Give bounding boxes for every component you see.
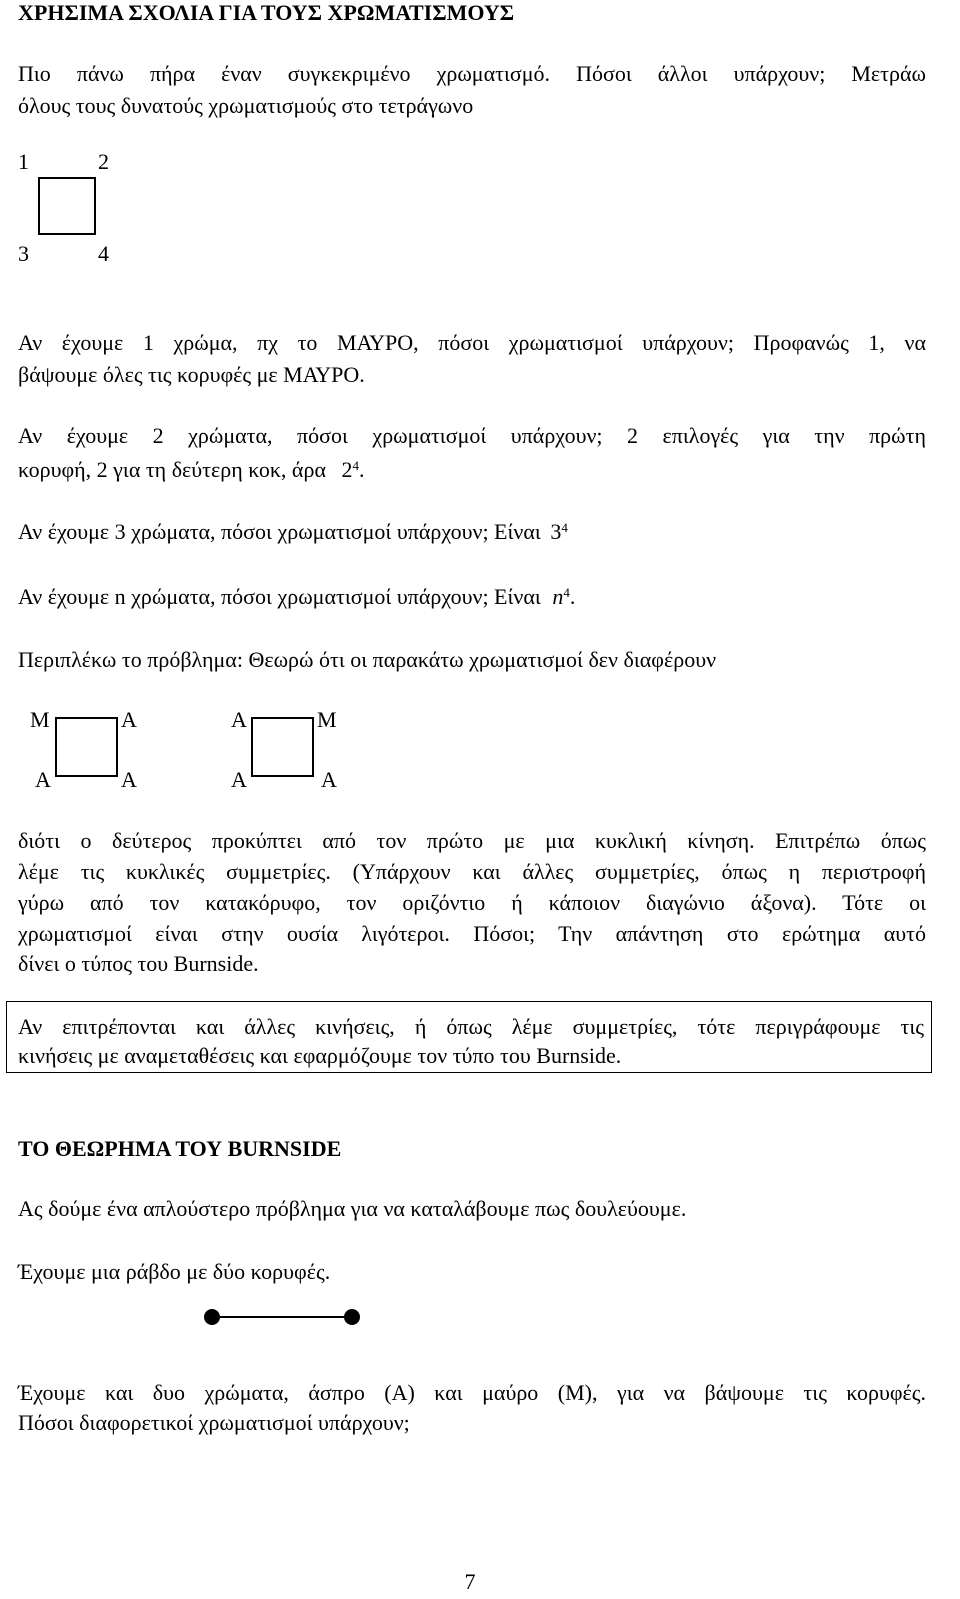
section-heading: ΧΡΗΣΙΜΑ ΣΧΟΛΙΑ ΓΙΑ ΤΟΥΣ ΧΡΩΜΑΤΙΣΜΟΥΣ	[18, 0, 515, 25]
coloring-1-top-left: Μ	[30, 707, 50, 732]
because-line-5: δίνει ο τύπος του Burnside.	[18, 951, 259, 976]
two-colors-exponent: 4	[352, 458, 359, 473]
colors-line-2: Πόσοι διαφορετικοί χρωματισμοί υπάρχουν;	[18, 1410, 410, 1435]
coloring-2-square	[251, 717, 314, 777]
n-colors-base: n	[552, 584, 564, 609]
rod-vertex-left	[204, 1309, 220, 1325]
coloring-2-top-right: Μ	[317, 707, 337, 732]
boxed-note-line-1: Αν επιτρέπονται και άλλες κινήσεις, ή όπως λέμε συμμετρίες, τότε περιγράφουμε τις	[18, 1014, 924, 1039]
complicate-line: Περιπλέκω το πρόβλημα: Θεωρώ ότι οι παρακάτω χρωματισμοί δεν διαφέρουν	[18, 647, 717, 672]
n-colors-text: Αν έχουμε n χρώματα, πόσοι χρωματισμοί υπάρχουν; Είναι	[18, 584, 541, 609]
n-colors-line	[18, 582, 575, 612]
n-colors-end: .	[569, 584, 576, 609]
colors-line-1: Έχουμε και δυο χρώματα, άσπρο (Α) και μαύρο (Μ), για να βάψουμε τις κορυφές.	[18, 1380, 926, 1405]
one-color-line-1: Αν έχουμε 1 χρώμα, πχ το ΜΑΥΡΟ, πόσοι χρωματισμοί υπάρχουν; Προφανώς 1, να	[18, 330, 926, 355]
vertex-label-3: 3	[18, 241, 29, 266]
one-color-line-2: βάψουμε όλες τις κορυφές με ΜΑΥΡΟ.	[18, 362, 365, 387]
rod-segment	[212, 1316, 352, 1318]
coloring-1-bottom-right: Α	[121, 767, 137, 792]
intro-line-1: Πιο πάνω πήρα έναν συγκεκριμένο χρωματισμό. Πόσοι άλλοι υπάρχουν; Μετράω	[18, 61, 926, 86]
two-colors-base: 2	[341, 457, 353, 482]
because-line-1: διότι ο δεύτερος προκύπτει από τον πρώτο με μια κυκλική κίνηση. Επιτρέπω όπως	[18, 828, 926, 853]
coloring-1-square	[55, 717, 118, 777]
vertex-label-4: 4	[98, 241, 109, 266]
three-colors-base: 3	[550, 519, 562, 544]
coloring-2-top-left: Α	[231, 707, 247, 732]
two-colors-line-1: Αν έχουμε 2 χρώματα, πόσοι χρωματισμοί υπάρχουν; 2 επιλογές για την πρώτη	[18, 423, 926, 448]
two-colors-text: κορυφή, 2 για τη δεύτερη κοκ, άρα	[18, 457, 326, 482]
coloring-1-bottom-left: Α	[35, 767, 51, 792]
coloring-2-bottom-right: Α	[321, 767, 337, 792]
because-line-4: χρωματισμοί είναι στην ουσία λιγότεροι. Πόσοι; Την απάντηση στο ερώτημα αυτό	[18, 921, 926, 946]
simpler-problem-line: Ας δούμε ένα απλούστερο πρόβλημα για να καταλάβουμε πως δουλεύουμε.	[18, 1196, 687, 1221]
because-line-3: γύρω από τον κατακόρυφο, τον οριζόντιο ή κάποιον διαγώνιο άξονα). Τότε οι	[18, 890, 926, 915]
three-colors-exponent: 4	[561, 520, 568, 535]
intro-line-2: όλους τους δυνατούς χρωματισμούς στο τετράγωνο	[18, 93, 474, 118]
vertex-label-2: 2	[98, 149, 109, 174]
because-line-2: λέμε τις κυκλικές συμμετρίες. (Υπάρχουν και άλλες συμμετρίες, όπως η περιστροφή	[18, 859, 926, 884]
vertex-label-1: 1	[18, 149, 29, 174]
rod-vertex-right	[344, 1309, 360, 1325]
square-shape	[38, 177, 96, 235]
two-colors-end: .	[358, 457, 365, 482]
theorem-heading: ΤΟ ΘΕΩΡΗΜΑ ΤΟΥ BURNSIDE	[18, 1136, 342, 1161]
boxed-note-line-2: κινήσεις με αναμεταθέσεις και εφαρμόζουμε τον τύπο του Burnside.	[18, 1043, 622, 1068]
rod-line: Έχουμε μια ράβδο με δύο κορυφές.	[18, 1259, 331, 1284]
three-colors-text: Αν έχουμε 3 χρώματα, πόσοι χρωματισμοί υπάρχουν; Είναι	[18, 519, 541, 544]
two-colors-line-2	[18, 455, 364, 485]
n-colors-exponent: 4	[563, 585, 570, 600]
coloring-2-bottom-left: Α	[231, 767, 247, 792]
three-colors-line	[18, 517, 568, 547]
coloring-1-top-right: Α	[121, 707, 137, 732]
page-number: 7	[464, 1569, 476, 1594]
